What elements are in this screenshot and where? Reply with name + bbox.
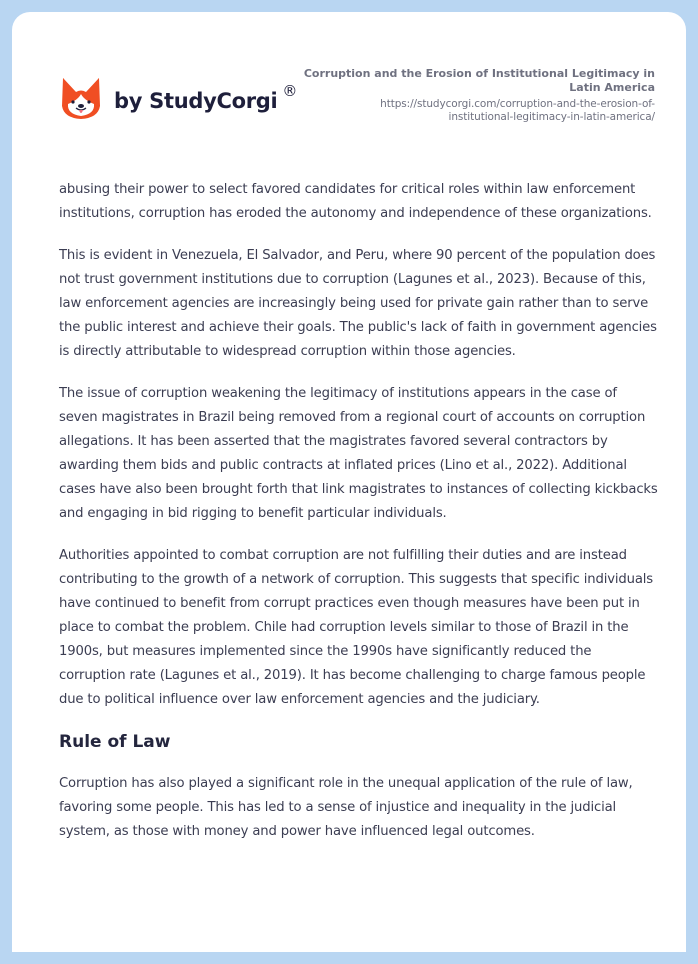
- document-meta: [295, 67, 655, 124]
- logo-text: by StudyCorgi: [114, 89, 278, 113]
- body-paragraph: This is evident in Venezuela, El Salvador, and Peru, where 90 percent of the population does not trust government institutions due to corruption (Lagunes et al., 2023). Because of this, law enforcement agencies are increasingly being used for private gain rather than to serve the public interest and achieve their goals. The public's lack of faith in government agencies is directly attributable to widespread corruption within those agencies.: [59, 248, 657, 359]
- document-body: [59, 178, 659, 862]
- registered-mark: ®: [282, 82, 298, 100]
- body-paragraph: Corruption has also played a significant role in the unequal application of the rule of law, favoring some people. This has led to a sense of injustice and inequality in the judicial system, as those with money and power have influenced legal outcomes.: [59, 776, 633, 839]
- document-url[interactable]: [295, 98, 655, 124]
- body-paragraph: The issue of corruption weakening the legitimacy of institutions appears in the case of seven magistrates in Brazil being removed from a regional court of accounts on corruption allegations. It has been asserted that the magistrates favored several contractors by awarding them bids and public contracts at inflated prices (Lino et al., 2022). Additional cases have also been brought forth that link magistrates to instances of collecting kickbacks and engaging in bid rigging to benefit particular individuals.: [59, 386, 658, 521]
- document-page: [12, 12, 686, 952]
- section-heading: Rule of Law: [59, 732, 171, 752]
- body-paragraph: Authorities appointed to combat corruption are not fulfilling their duties and are instead contributing to the growth of a network of corruption. This suggests that specific individuals have continued to benefit from corrupt practices even though measures have been put in place to combat the problem. Chile had corruption levels similar to those of Brazil in the 1900s, but measures implemented since the 1990s have significantly reduced the corruption rate (Lagunes et al., 2019). It has become challenging to charge famous people due to political influence over law enforcement agencies and the judiciary.: [59, 548, 653, 707]
- document-title: Corruption and the Erosion of Institutional Legitimacy in Latin America: [303, 67, 655, 94]
- document-url-line-1: https://studycorgi.com/corruption-and-the-erosion-of-: [380, 98, 655, 110]
- corgi-logo-icon: [60, 76, 102, 122]
- body-paragraph: abusing their power to select favored candidates for critical roles within law enforcement institutions, corruption has eroded the autonomy and independence of these organizations.: [59, 182, 652, 221]
- page-header: [12, 12, 686, 152]
- document-url-line-2: institutional-legitimacy-in-latin-america/: [448, 111, 655, 123]
- studycorgi-logo[interactable]: [60, 76, 297, 122]
